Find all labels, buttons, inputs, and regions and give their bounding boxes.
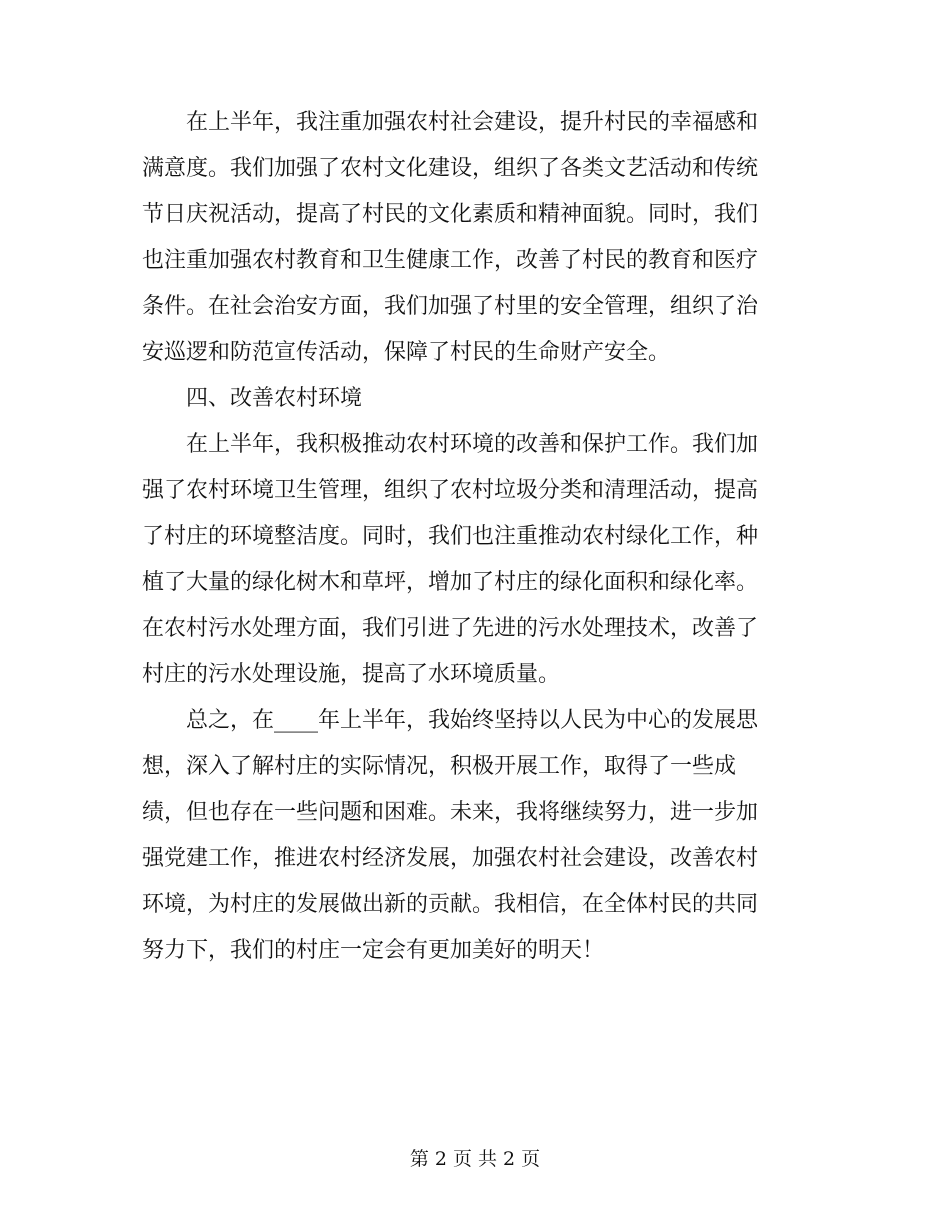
text-line: 满意度。我们加强了农村文化建设，组织了各类文艺活动和传统 bbox=[142, 156, 759, 181]
text-line: 在农村污水处理方面，我们引进了先进的污水处理技术，改善了 bbox=[142, 616, 759, 641]
text-line: 强了农村环境卫生管理，组织了农村垃圾分类和清理活动，提高 bbox=[142, 478, 759, 503]
text-line: 总之，在____年上半年，我始终坚持以人民为中心的发展思 bbox=[186, 708, 759, 733]
text-line: 安巡逻和防范宣传活动，保障了村民的生命财产安全。 bbox=[142, 340, 671, 365]
text-line: 节日庆祝活动，提高了村民的文化素质和精神面貌。同时，我们 bbox=[142, 202, 759, 227]
text-line: 强党建工作，推进农村经济发展，加强农村社会建设，改善农村 bbox=[142, 846, 759, 871]
text-line: 想，深入了解村庄的实际情况，积极开展工作，取得了一些成 bbox=[142, 754, 737, 779]
text-line: 条件。在社会治安方面，我们加强了村里的安全管理，组织了治 bbox=[142, 294, 759, 319]
text-line: 植了大量的绿化树木和草坪，增加了村庄的绿化面积和绿化率。 bbox=[142, 570, 759, 595]
text-line: 村庄的污水处理设施，提高了水环境质量。 bbox=[142, 662, 561, 687]
text-line: 绩，但也存在一些问题和困难。未来，我将继续努力，进一步加 bbox=[142, 800, 759, 825]
section-heading: 四、改善农村环境 bbox=[186, 386, 363, 411]
text-line: 了村庄的环境整洁度。同时，我们也注重推动农村绿化工作，种 bbox=[142, 524, 759, 549]
text-line: 在上半年，我注重加强农村社会建设，提升村民的幸福感和 bbox=[186, 110, 759, 135]
text-line: 环境，为村庄的发展做出新的贡献。我相信，在全体村民的共同 bbox=[142, 892, 759, 917]
page-number-footer: 第 2 页 共 2 页 bbox=[409, 1148, 541, 1170]
text-line: 努力下，我们的村庄一定会有更加美好的明天！ bbox=[142, 938, 605, 963]
text-line: 在上半年，我积极推动农村环境的改善和保护工作。我们加 bbox=[186, 432, 759, 457]
text-line: 也注重加强农村教育和卫生健康工作，改善了村民的教育和医疗 bbox=[142, 248, 759, 273]
